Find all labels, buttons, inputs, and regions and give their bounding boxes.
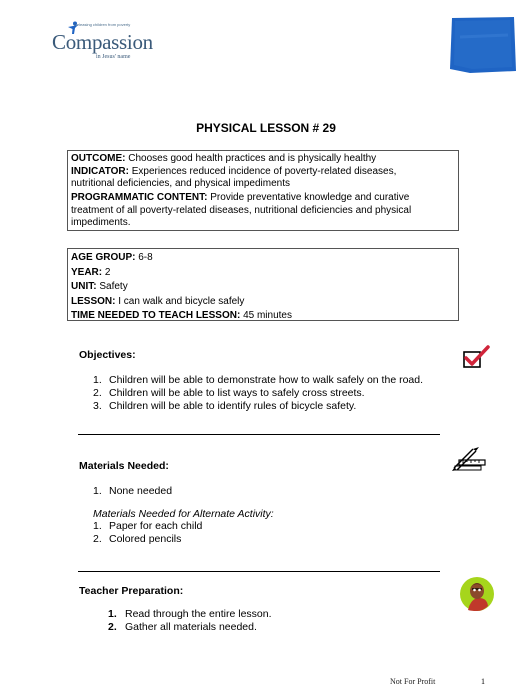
- program-row: [71, 192, 455, 205]
- page-title: PHYSICAL LESSON # 29: [196, 121, 336, 135]
- logo-subline: in Jesus' name: [96, 54, 131, 60]
- section-divider: [78, 571, 440, 572]
- program-label: PROGRAMMATIC CONTENT:: [71, 192, 208, 203]
- materials-list: [93, 485, 433, 498]
- list-item: 2. Gather all materials needed.: [108, 621, 257, 633]
- logo-brand: Compassion: [52, 30, 153, 54]
- unit-row: [71, 280, 455, 295]
- age-value: 6-8: [138, 252, 153, 263]
- indicator-label: INDICATOR:: [71, 165, 129, 177]
- lesson-value: I can walk and bicycle safely: [118, 295, 245, 307]
- program-text-cont-2: impediments.: [71, 217, 131, 228]
- list-item: 2. Colored pencils: [93, 533, 182, 545]
- lesson-row: [71, 295, 455, 310]
- alt-materials-list: [93, 520, 433, 546]
- year-row: [71, 266, 455, 281]
- list-item: 1. Children will be able to demonstrate how to walk safely on the road.: [93, 374, 424, 386]
- footer-label: Not For Profit: [390, 677, 436, 686]
- indicator-text: Experiences reduced incidence of poverty-related diseases,: [131, 165, 397, 177]
- unit-label: UNIT:: [71, 281, 97, 292]
- time-label: TIME NEEDED TO TEACH LESSON:: [71, 310, 241, 321]
- compassion-logo: [52, 20, 162, 70]
- objectives-heading: Objectives:: [79, 349, 136, 361]
- age-row: [71, 251, 455, 266]
- indicator-text-cont: nutritional deficiencies, and physical impediments: [71, 178, 291, 189]
- year-value: 2: [104, 266, 111, 278]
- objectives-list: [93, 374, 453, 413]
- list-item: 1. None needed: [93, 485, 173, 497]
- alt-materials-heading: Materials Needed for Alternate Activity:: [93, 508, 274, 520]
- outcome-label: OUTCOME:: [71, 153, 126, 164]
- unit-value: Safety: [99, 281, 128, 292]
- list-item: 1. Read through the entire lesson.: [108, 608, 272, 620]
- year-label: YEAR:: [71, 266, 103, 278]
- list-item: 3. Children will be able to identify rules of bicycle safety.: [93, 400, 357, 412]
- lesson-label: LESSON:: [71, 295, 116, 307]
- info-box: [67, 248, 459, 321]
- outcome-text: Chooses good health practices and is physically healthy: [128, 153, 377, 164]
- blue-graphic: [450, 17, 516, 73]
- preparation-heading: Teacher Preparation:: [79, 585, 184, 597]
- outcome-row: [71, 153, 455, 166]
- logo-tagline: Releasing children from poverty: [74, 22, 131, 27]
- preparation-list: [108, 608, 428, 634]
- list-item: 1. Paper for each child: [93, 520, 203, 532]
- time-row: [71, 309, 455, 324]
- age-label: AGE GROUP:: [71, 252, 136, 263]
- teacher-icon: [459, 576, 495, 612]
- program-text-cont-1: treatment of all poverty-related diseases, nutritional deficiencies and physical: [71, 204, 412, 216]
- time-value: 45 minutes: [243, 310, 292, 321]
- indicator-row: [71, 166, 455, 179]
- materials-heading: Materials Needed:: [79, 460, 169, 472]
- program-text: Provide preventative knowledge and curative: [210, 192, 410, 203]
- outcome-box: [67, 150, 459, 231]
- section-divider: [78, 434, 440, 435]
- page-number: 1: [481, 677, 485, 686]
- checkbox-check-icon: [462, 345, 490, 369]
- list-item: 2. Children will be able to list ways to safely cross streets.: [93, 387, 365, 399]
- pencil-ruler-icon: [451, 446, 487, 472]
